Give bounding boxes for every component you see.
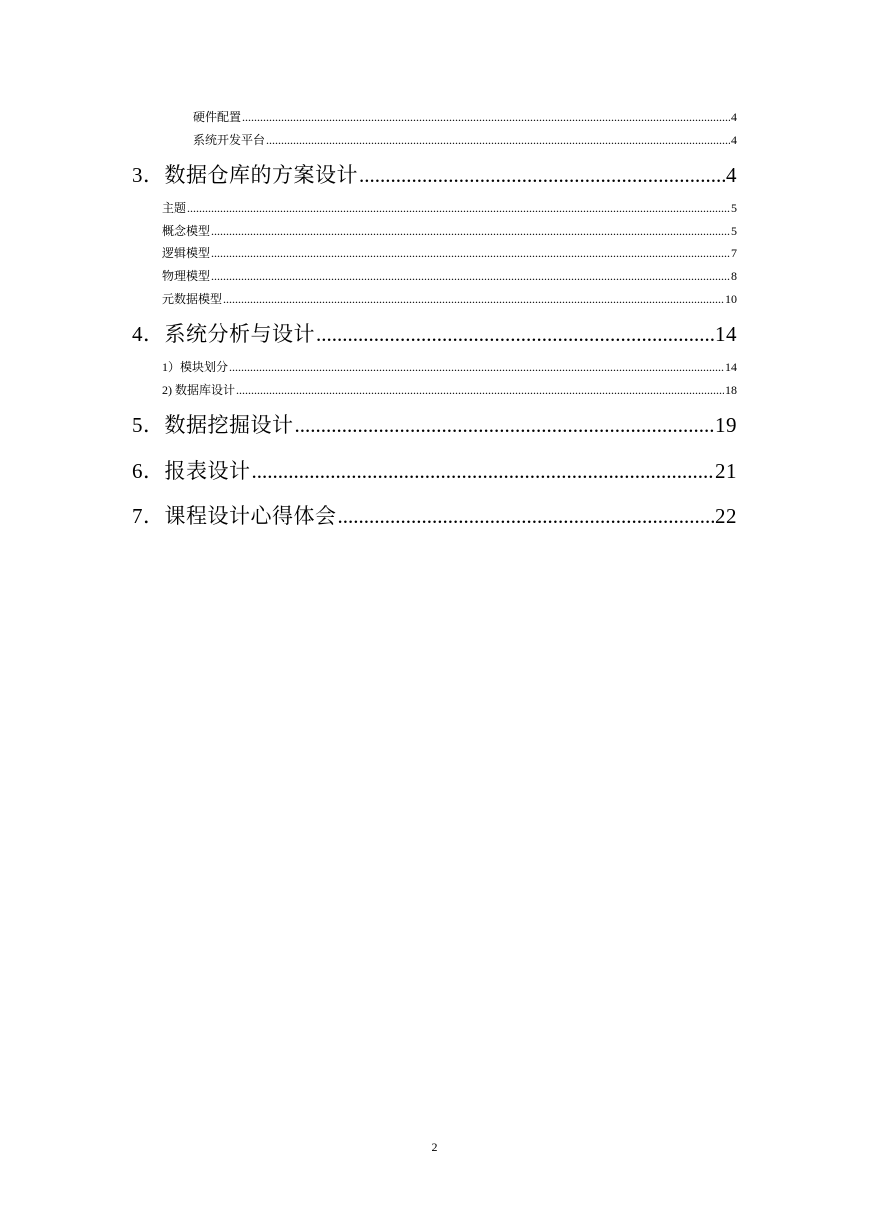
- toc-entry-label: 3．数据仓库的方案设计: [132, 163, 358, 187]
- toc-dot-leader: [187, 201, 730, 216]
- page-footer-number: 2: [431, 1140, 438, 1154]
- toc-page-number: 14: [725, 360, 737, 374]
- toc-entry-conceptual-model[interactable]: [162, 222, 737, 239]
- toc-page-number: 8: [731, 269, 737, 283]
- toc-page-number: 19: [715, 413, 737, 437]
- toc-entry-module-division[interactable]: [162, 358, 737, 375]
- toc-dot-leader: [236, 383, 724, 398]
- toc-entry-label: 2) 数据库设计: [162, 383, 235, 397]
- toc-page-number: 10: [725, 292, 737, 306]
- toc-entry-logical-model[interactable]: [162, 244, 737, 261]
- toc-dot-leader: [359, 163, 725, 188]
- toc-dot-leader: [242, 110, 730, 125]
- toc-dot-leader: [295, 413, 715, 438]
- toc-entry-label: 元数据模型: [162, 292, 223, 306]
- toc-page-number: 21: [715, 459, 737, 483]
- toc-entry-label: 4．系统分析与设计: [132, 322, 315, 346]
- toc-entry-chapter-3[interactable]: [132, 159, 737, 189]
- toc-page-number: 4: [726, 163, 737, 187]
- toc-entry-chapter-5[interactable]: [132, 409, 737, 439]
- toc-dot-leader: [223, 292, 724, 307]
- toc-entry-subject[interactable]: [162, 199, 737, 216]
- toc-page-number: 22: [715, 504, 737, 528]
- toc-dot-leader: [252, 459, 715, 484]
- toc-entry-label: 概念模型: [162, 224, 211, 238]
- toc-entry-label: 物理模型: [162, 269, 211, 283]
- toc-page-number: 4: [731, 133, 737, 147]
- toc-page-number: 14: [715, 322, 737, 346]
- toc-dot-leader: [211, 246, 730, 261]
- toc-entry-hardware-config[interactable]: [193, 108, 737, 125]
- toc-entry-label: 6．报表设计: [132, 459, 251, 483]
- toc-dot-leader: [211, 269, 730, 284]
- toc-page-number: 5: [731, 224, 737, 238]
- toc-entry-chapter-7[interactable]: [132, 500, 737, 530]
- toc-entry-label: 逻辑模型: [162, 246, 211, 260]
- toc-entry-label: 硬件配置: [193, 110, 242, 124]
- toc-entry-metadata-model[interactable]: [162, 290, 737, 307]
- toc-page-number: 18: [725, 383, 737, 397]
- toc-entry-label: 1）模块划分: [162, 360, 229, 374]
- toc-entry-physical-model[interactable]: [162, 267, 737, 284]
- toc-dot-leader: [316, 322, 714, 347]
- toc-entry-chapter-6[interactable]: [132, 455, 737, 485]
- toc-dot-leader: [229, 360, 724, 375]
- toc-page-number: 5: [731, 201, 737, 215]
- toc-page-number: 4: [731, 110, 737, 124]
- toc-dot-leader: [211, 224, 730, 239]
- toc-entry-label: 系统开发平台: [193, 133, 266, 147]
- toc-dot-leader: [338, 504, 715, 529]
- toc-entry-label: 7．课程设计心得体会: [132, 504, 337, 528]
- toc-entry-label: 主题: [162, 201, 187, 215]
- toc-entry-dev-platform[interactable]: [193, 131, 737, 148]
- toc-entry-database-design[interactable]: [162, 381, 737, 398]
- toc-dot-leader: [266, 133, 730, 148]
- toc-entry-chapter-4[interactable]: [132, 318, 737, 348]
- toc-page-number: 7: [731, 246, 737, 260]
- toc-entry-label: 5．数据挖掘设计: [132, 413, 294, 437]
